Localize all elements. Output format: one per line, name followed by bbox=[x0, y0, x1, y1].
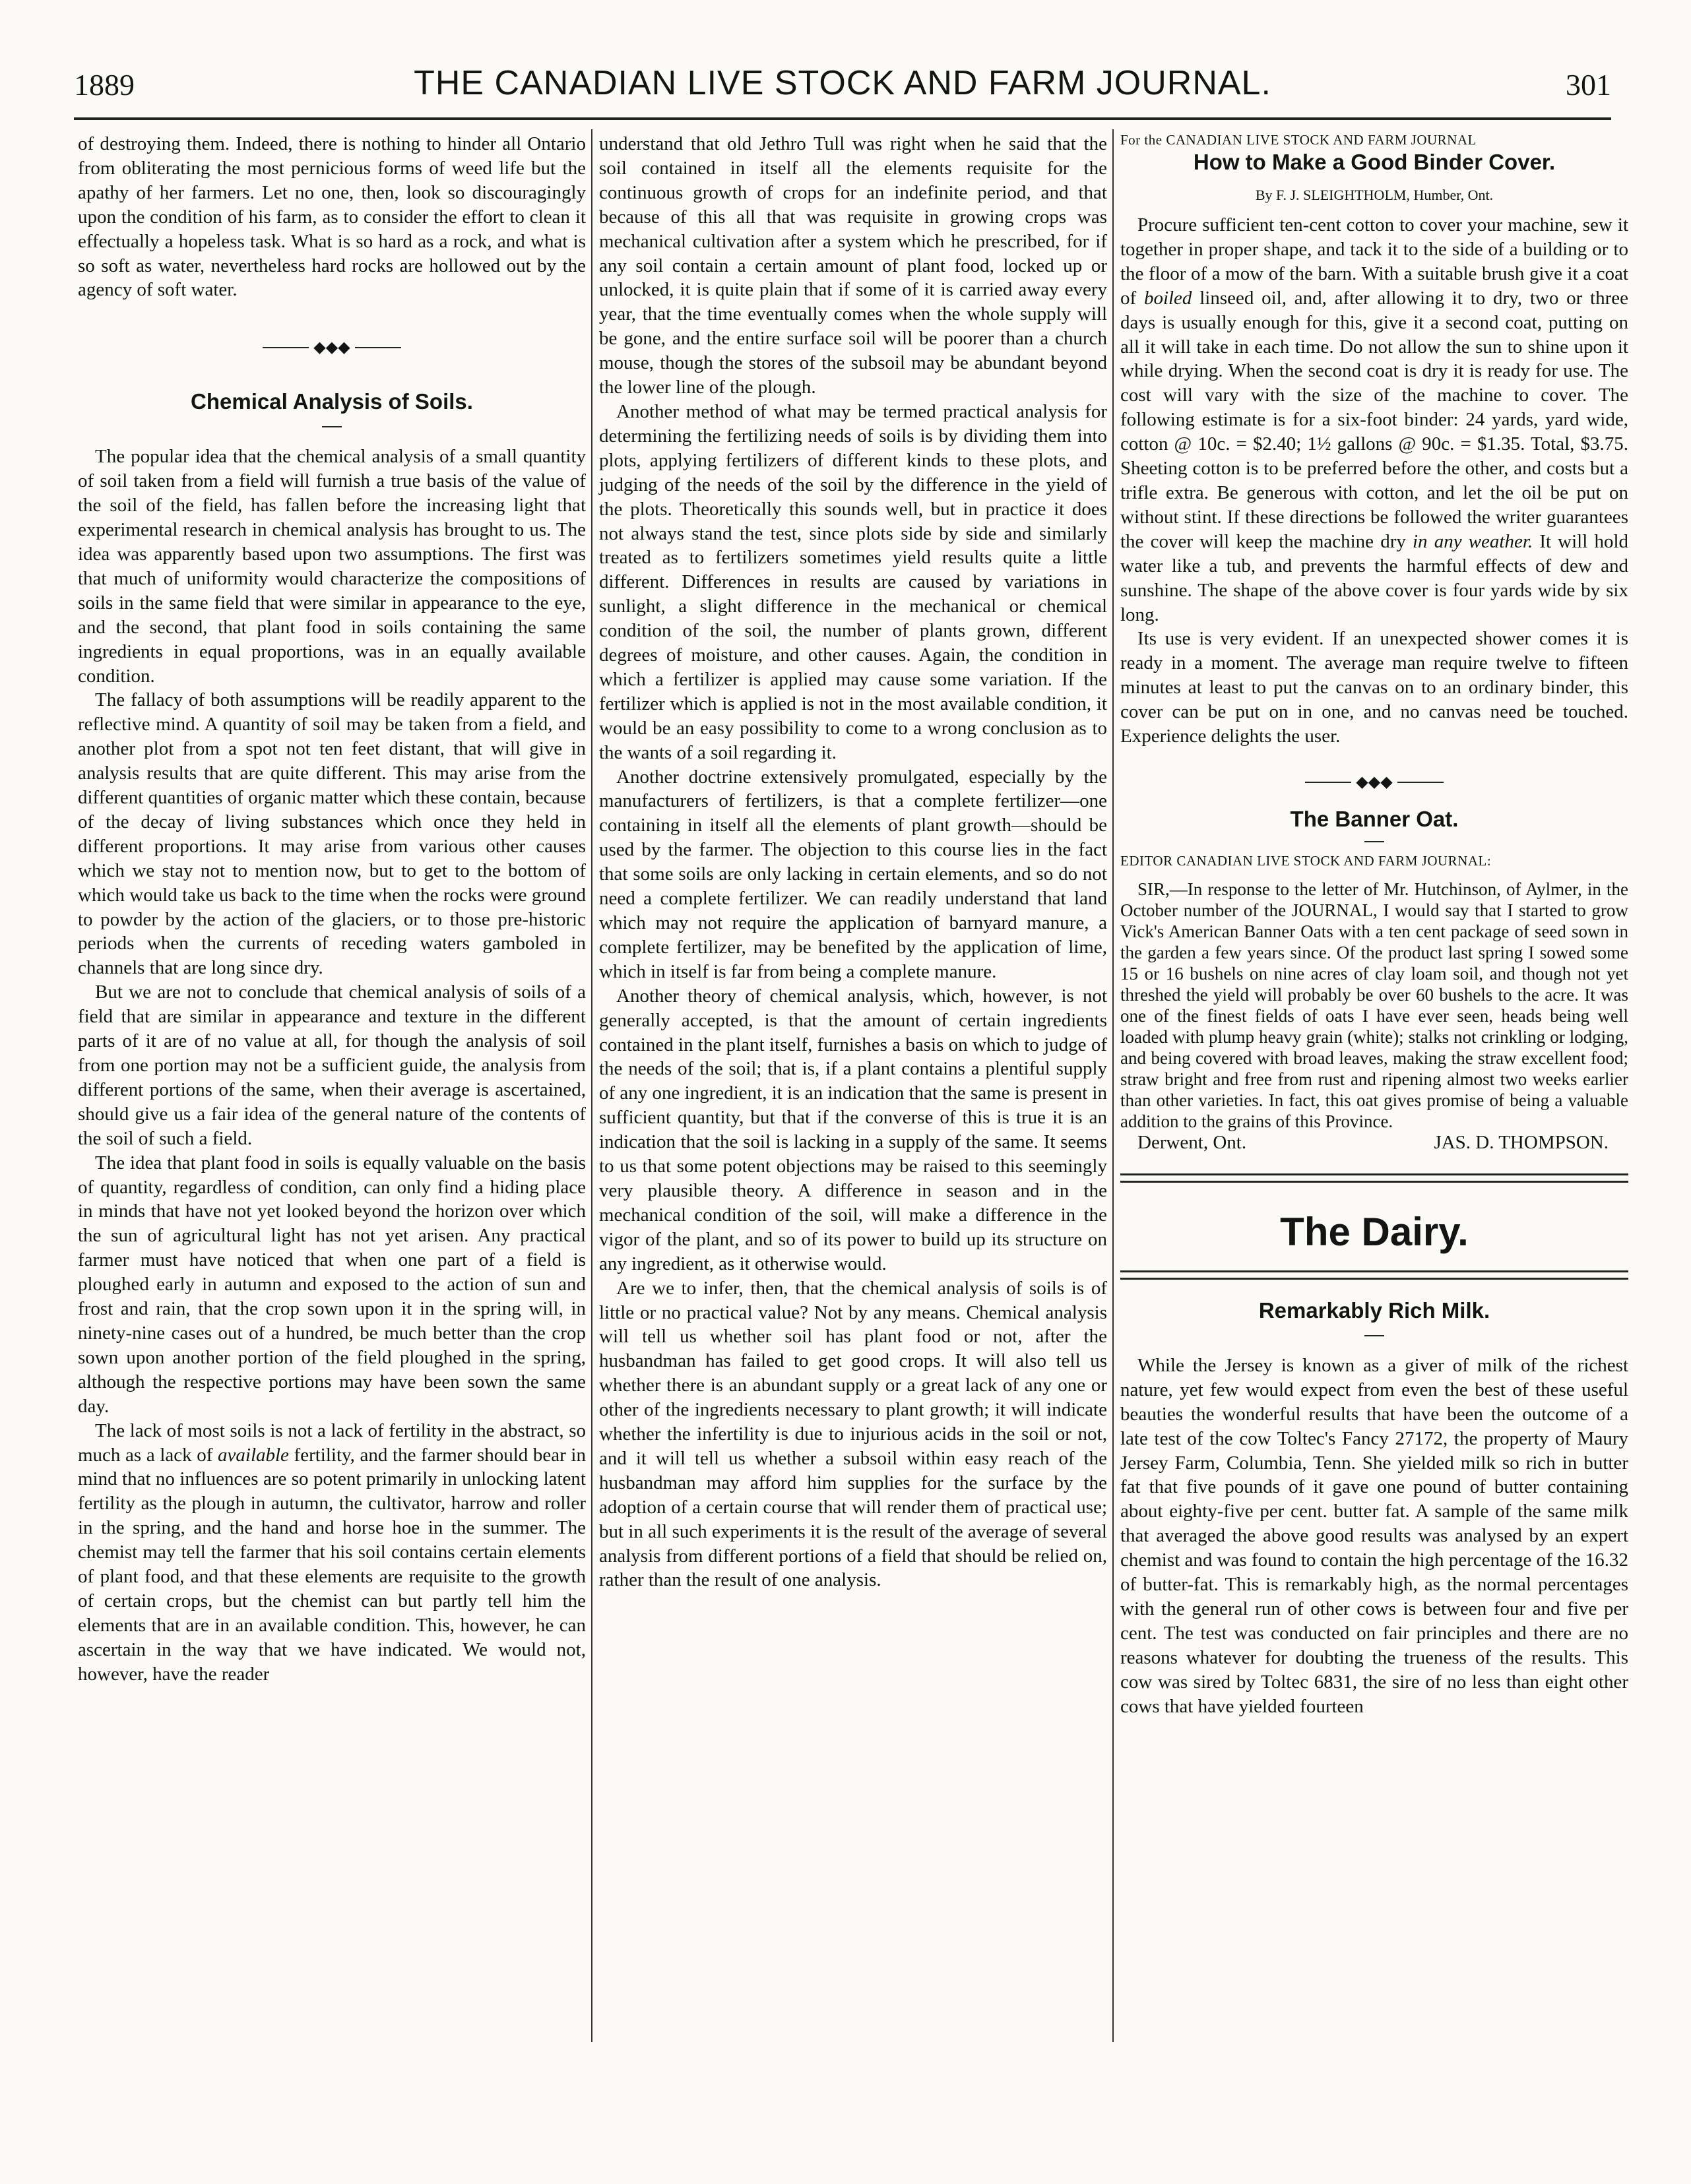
soils-paragraph-3: But we are not to conclude that chemical analysis of soils of a field that are similar in appearance and texture in the different parts of it are of no value at all, for though the analysis of soil from one portion may not be a sufficient guide, the analysis from different portions of the same, when their average is ascertained, should give us a fair idea of the general nature of the contents of the soil of such a field. bbox=[78, 982, 586, 1149]
soils-paragraph-10: Are we to infer, then, that the chemical analysis of soils is of little or no practical value? Not by any means. Chemical analysis will tell us whether soil has plant food or not, after the husbandman has failed to get good crops. It will also tell us whether there is an abundant supply or a great lack of any one or other of the ingredients necessary to plant growth; it will indicate whether the infertility is due to injurious acids in the soil or not, and it will tell us whether a subsoil within easy reach of the husbandman may afford him supplies for the surface by the adoption of a certain course that will render them of practical use; but in all such experiments it is the result of the average of several analysis from different portions of a field that should be relied on, rather than the result of one analysis. bbox=[599, 1277, 1107, 1591]
section-ornament: ◆◆◆ bbox=[78, 338, 586, 356]
binder-kicker: For the CANADIAN LIVE STOCK AND FARM JOURNAL bbox=[1120, 132, 1477, 148]
column-1 bbox=[78, 132, 586, 1687]
journal-title: THE CANADIAN LIVE STOCK AND FARM JOURNAL. bbox=[414, 64, 1271, 102]
column-3 bbox=[1120, 132, 1628, 1719]
header-rule bbox=[74, 117, 1611, 120]
soils-paragraph-4: The idea that plant food in soils is equally valuable on the basis of quantity, regardless of condition, can only find a hiding place in minds that have not yet looked beyond the horizon over which the sun of agricultural light has not yet arisen. Any practical farmer must have noticed that when one part of a field is ploughed early in autumn and exposed to the action of sun and frost and rain, that the crop sown upon it in the spring will, in ninety-nine cases out of a hundred, be much better than the crop sown upon another portion of the field ploughed in the spring, although the respective portions may have been sown the same day. bbox=[78, 1152, 586, 1417]
title-dash bbox=[322, 426, 342, 427]
oat-salutation: EDITOR CANADIAN LIVE STOCK AND FARM JOURNAL: bbox=[1120, 852, 1492, 869]
page-header bbox=[74, 63, 1611, 109]
binder-paragraph-1: Procure sufficient ten-cent cotton to cover your machine, sew it together in proper shape, and tack it to the side of a building or to the floor of a mow of the barn. With a suitable brush give it a coat of boiled linseed oil, and, after allowing it to dry, two or three days is usually enough for this, give it a second coat, putting on all it will take in each time. Do not allow the sun to shine upon it while drying. When the second coat is dry it is ready for use. The cost will vary with the size of the machine to cover. The following estimate is for a six-foot binder: 24 yards, yard wide, cotton @ 10c. = $2.40; 1½ gallons @ 90c. = $1.35. Total, $3.75. Sheeting cotton is to be preferred before the other, and costs but a trifle extra. Be generous with cotton, and let the oil be put on without stint. If these directions be followed the writer guarantees the cover will keep the machine dry in any weather. It will hold water like a tub, and prevents the harmful effects of dew and sunshine. The shape of the above cover is four yards wide by six long. bbox=[1120, 214, 1628, 625]
soils-paragraph-5: The lack of most soils is not a lack of fertility in the abstract, so much as a lack of available fertility, and the farmer should bear in mind that no influences are so potent primarily in unlocking latent fertility as the plough in autumn, the cultivator, harrow and roller in the spring, and the hand and horse hoe in the summer. The chemist may tell the farmer that his soil contains certain elements of plant food, and that these elements are requisite to the growth of certain crops, but the chemist can but partly tell him the elements that are in an available condition. This, however, he can ascertain in the way that we have indicated. We would not, however, have the reader bbox=[78, 1420, 586, 1685]
milk-paragraph-1: While the Jersey is known as a giver of milk of the richest nature, yet few would expect from even the best of these useful beauties the wonderful results that have been the outcome of a late test of the cow Toltec's Fancy 27172, the property of Maury Jersey Farm, Columbia, Tenn. She yielded milk so rich in butter fat that five pounds of it gave one pound of butter containing about eighty-five per cent. butter fat. A sample of the same milk that averaged the above good results was analysed by an expert chemist and was found to contain the high percentage of the 16.32 of butter-fat. This is remarkably high, as the normal percentages with the general run of other cows is between four and five per cent. The test was conducted on fair principles and there are no reasons whatever for doubting the trueness of the results. This cow was sired by Toltec 6831, the sire of no less than eight other cows that have yielded fourteen bbox=[1120, 1354, 1628, 1717]
title-dash-2 bbox=[1364, 841, 1384, 842]
article-title-milk: Remarkably Rich Milk. bbox=[1258, 1297, 1490, 1323]
signature-name: JAS. D. THOMPSON. bbox=[1434, 1131, 1609, 1153]
section-double-rule-2 bbox=[1120, 1270, 1628, 1280]
binder-byline: By F. J. SLEIGHTHOLM, Humber, Ont. bbox=[1255, 187, 1494, 203]
soils-paragraph-9: Another theory of chemical analysis, which, however, is not generally accepted, is that the amount of certain ingredients contained in the plant itself, furnishes a basis on which to judge of the needs of the soil; that is, if a plant contains a plentiful supply of any one ingredient, it is an indication that the same is present in sufficient quantity, but that if the converse of this is true it is an indication that the soil is lacking in a supply of the same. It seems to us that some potent objections may be raised to this seemingly very plausible theory. A difference in season and in the mechanical condition of the soil, will make a difference in the vigor of the plant, and so of its power to build up its structure on any ingredient, as it otherwise would. bbox=[599, 985, 1107, 1274]
oat-letter: SIR,—In response to the letter of Mr. Hutchinson, of Aylmer, in the October number of the JOURNAL, I would say that I started to grow Vick's American Banner Oats with a ten cent package of seed sown in the garden a few years since. Of the product last spring I sowed some 15 or 16 bushels on nine acres of clay loam soil, and though not yet threshed the yield will probably be over 60 bushels to the acre. It was one of the finest fields of oats I have ever seen, heads being well loaded with plump heavy grain (white); stalks not crinkling or lodging, and being covered with broad leaves, making the straw excellent food; straw bright and free from rust and ripening almost two weeks earlier than other varieties. In fact, this oat gives promise of being a valuable addition to the grains of this Province. bbox=[1120, 879, 1628, 1131]
soils-paragraph-8: Another doctrine extensively promulgated, especially by the manufacturers of fertilizers, is that a complete fertilizer—one containing in itself all the elements of plant growth—should be used by the farmer. The objection to this course lies in the fact that some soils are only lacking in certain elements, and so do not need a complete fertilizer. We can readily understand that land which may not require the application of barnyard manure, a complete fertilizer, may be benefited by the application of lime, which in itself is far from being a complete manure. bbox=[599, 766, 1107, 982]
soils-paragraph-1: The popular idea that the chemical analysis of a small quantity of soil taken from a field will furnish a true basis of the value of the soil of the field, has fallen before the increasing light that experimental research in chemical analysis has brought to us. The idea was apparently based upon two assumptions. The first was that much of uniformity would characterize the compositions of soils in the same field that were similar in appearance to the eye, and the second, that plant food in soils containing the same ingredients in equal proportions, was in an equally available condition. bbox=[78, 446, 586, 687]
title-dash-3 bbox=[1364, 1335, 1384, 1336]
article-title-binder: How to Make a Good Binder Cover. bbox=[1193, 150, 1556, 174]
column-rule-2 bbox=[1112, 129, 1114, 2042]
oat-signature bbox=[1120, 1132, 1628, 1154]
article-title-soils: Chemical Analysis of Soils. bbox=[191, 389, 473, 414]
section-double-rule bbox=[1120, 1173, 1628, 1183]
header-year: 1889 bbox=[74, 68, 135, 102]
section-ornament-2: ◆◆◆ bbox=[1120, 772, 1628, 791]
column-2 bbox=[599, 132, 1107, 1592]
soils-paragraph-2: The fallacy of both assumptions will be readily apparent to the reflective mind. A quantity of soil may be taken from a field, and another plot from a spot not ten feet distant, that will give in analysis results that are quite different. This may arise from the different quantities of organic matter which these contain, because of the decay of living substances which once they held in different proportions. It may arise from various other causes which we stay not to mention now, but to get to the bottom of which would take us back to the time when the rocks were ground to powder by the action of the glaciers, or to those pre-historic periods when the currents of receding waters gamboled in channels that are long since dry. bbox=[78, 689, 586, 979]
binder-paragraph-2: Its use is very evident. If an unexpected shower comes it is ready in a moment. The average man require twelve to fifteen minutes at least to put the canvas on to an ordinary binder, this cover can be put on in one, and no canvas need be touched. Experience delights the user. bbox=[1120, 628, 1628, 747]
signature-place: Derwent, Ont. bbox=[1137, 1131, 1247, 1153]
column-rule-1 bbox=[591, 129, 592, 2042]
soils-paragraph-6: understand that old Jethro Tull was right when he said that the soil contained in itself all the elements requisite for the continuous growth of crops for an indefinite period, and that because of this all that was requisite in growing crops was mechanical cultivation after a system which he prescribed, for if any soil contain a certain amount of plant food, locked up or unlocked, it is quite plain that if some of it is carried away every year, that the time eventually comes when the whole supply will be gone, and the entire surface soil will be poorer than a church mouse, though the stores of the subsoil may be abundant beyond the lower line of the plough. bbox=[599, 133, 1107, 398]
weeds-article-end: of destroying them. Indeed, there is nothing to hinder all Ontario from obliterating the most pernicious forms of weed life but the apathy of her farmers. Let no one, then, look so discouragingly upon the condition of his farm, as to consider the effort to clean it effectually a hopeless task. What is so hard as a rock, and what is so soft as water, nevertheless hard rocks are hollowed out by the agency of soft water. bbox=[78, 133, 586, 301]
section-title-dairy: The Dairy. bbox=[1280, 1209, 1469, 1254]
soils-paragraph-7: Another method of what may be termed practical analysis for determining the fertilizing needs of soils is by dividing them into plots, applying fertilizers of different kinds to these plots, and judging of the needs of the soil by the difference in the yield of the plots. Theoretically this sounds well, but in practice it does not always stand the test, since plots side by side and similarly treated as to fertilizers sometimes yield results quite a little different. Differences in results are caused by variations in sunlight, a slight difference in the mechanical or chemical condition of the soil, the number of plants grown, different degrees of moisture, and other causes. Again, the condition in which a fertilizer is applied may cause some variation. If the fertilizer which is applied is not in the most available condition, it would be an easy possibility to come to a wrong conclusion as to the wants of a soil regarding it. bbox=[599, 400, 1107, 763]
article-title-oat: The Banner Oat. bbox=[1290, 806, 1459, 831]
page-number: 301 bbox=[1566, 68, 1611, 102]
